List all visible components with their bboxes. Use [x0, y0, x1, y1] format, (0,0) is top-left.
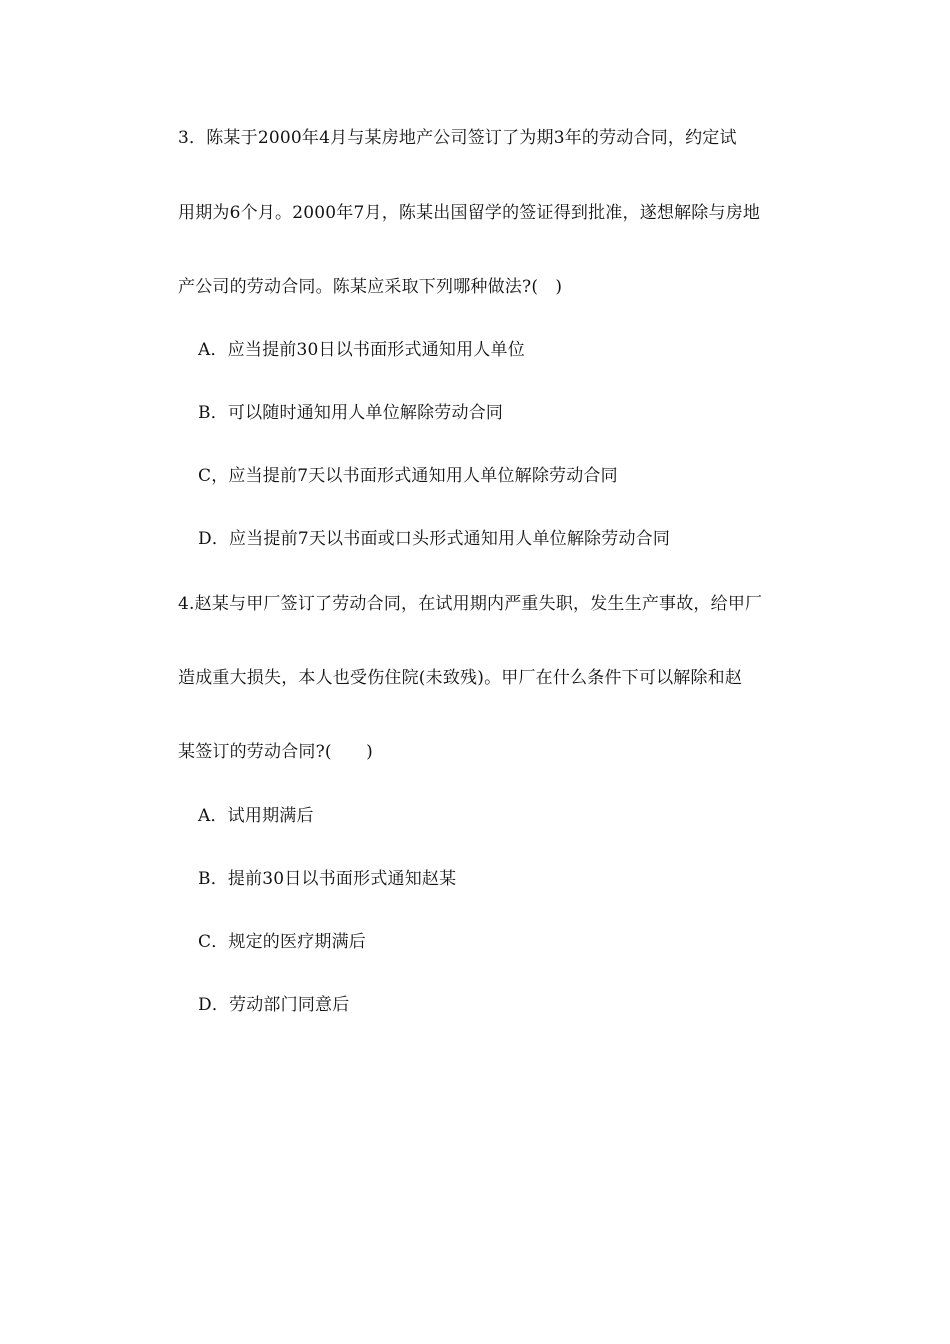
question-3-option-c: C，应当提前7天以书面形式通知用人单位解除劳动合同 [198, 466, 618, 486]
question-3-option-a: A．应当提前30日以书面形式通知用人单位 [198, 340, 525, 360]
question-4-line-3: 某签订的劳动合同?( ) [178, 742, 373, 762]
question-4-line-2: 造成重大损失，本人也受伤住院(未致残)。甲厂在什么条件下可以解除和赵 [178, 668, 743, 688]
question-3-line-1: 3．陈某于2000年4月与某房地产公司签订了为期3年的劳动合同，约定试 [178, 128, 737, 148]
question-3-line-2: 用期为6个月。2000年7月，陈某出国留学的签证得到批准，遂想解除与房地 [178, 203, 761, 223]
question-3-option-b: B．可以随时通知用人单位解除劳动合同 [198, 403, 504, 423]
question-4-option-a: A．试用期满后 [198, 806, 314, 826]
question-4-option-c: C．规定的医疗期满后 [198, 932, 367, 952]
question-4-line-1: 4.赵某与甲厂签订了劳动合同，在试用期内严重失职，发生生产事故，给甲厂 [178, 594, 763, 614]
question-3-option-d: D．应当提前7天以书面或口头形式通知用人单位解除劳动合同 [198, 529, 671, 549]
question-4-option-d: D．劳动部门同意后 [198, 995, 350, 1015]
question-4-option-b: B．提前30日以书面形式通知赵某 [198, 869, 457, 889]
question-3-line-3: 产公司的劳动合同。陈某应采取下列哪种做法?( ) [178, 277, 563, 297]
